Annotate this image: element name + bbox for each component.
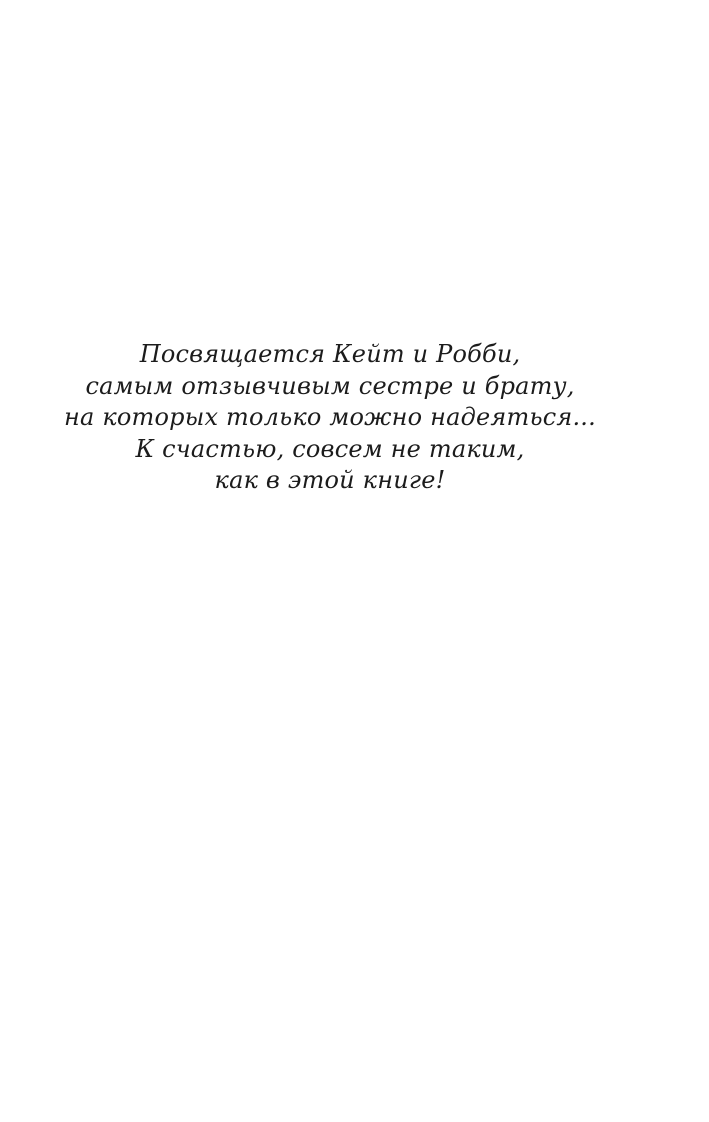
dedication-line: Посвящается Кейт и Робби, <box>139 340 521 368</box>
dedication-text-block <box>0 339 660 497</box>
dedication-line: на которых только можно надеяться... <box>64 403 596 431</box>
dedication-line: К счастью, совсем не таким, <box>135 434 525 463</box>
dedication-line: самым отзывчивым сестре и брату, <box>85 371 575 400</box>
dedication-line: как в этой книге! <box>214 466 446 494</box>
